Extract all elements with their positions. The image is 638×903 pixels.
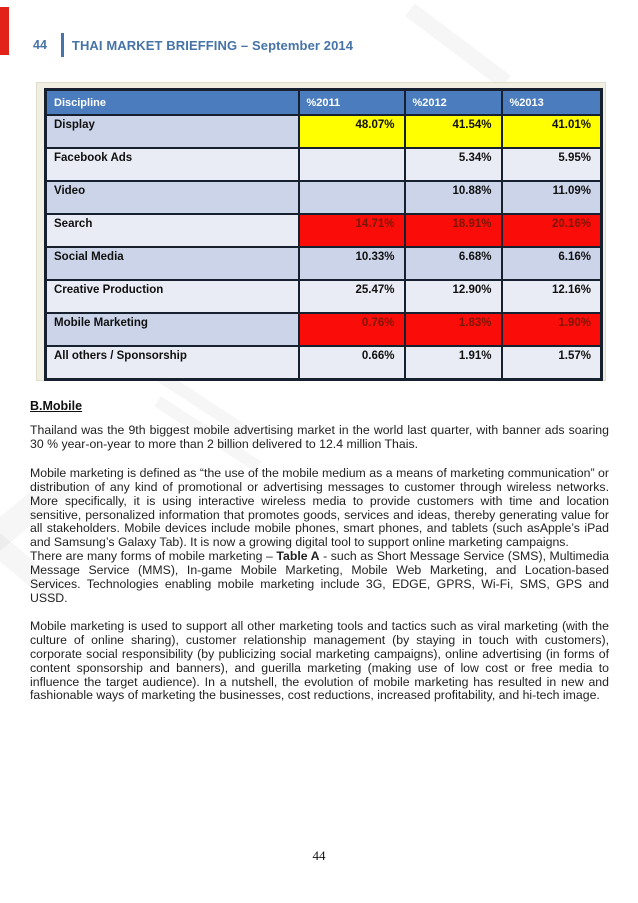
table-cell: 1.83%	[405, 313, 502, 346]
table-cell: 20.16%	[502, 214, 602, 247]
table-cell: 18.91%	[405, 214, 502, 247]
table-cell: 12.90%	[405, 280, 502, 313]
table-row-mobile-marketing	[46, 313, 602, 346]
table-cell: 12.16%	[502, 280, 602, 313]
table-row-creative-production	[46, 280, 602, 313]
paragraph-usage: Mobile marketing is used to support all other marketing tools and tactics such as viral marketing (with the culture of online sharing), customer relationship management (by staying in touch with customers), corporate social responsibility (by publicizing social marketing campaigns), online advertising (in forms of content sponsorship and banners), and guerilla marketing (making use of low cost or free media to influence the target audience). In a nutshell, the evolution of mobile marketing has resulted in new and fashionable ways of marketing the businesses, cost reductions, increased profitability, and hi-tech image.	[30, 618, 609, 703]
table-cell: 41.01%	[502, 115, 602, 148]
table-cell: 11.09%	[502, 181, 602, 214]
table-row-all-others	[46, 346, 602, 379]
column-header-discipline: Discipline	[46, 90, 299, 116]
table-header-row	[46, 90, 602, 116]
table-row-display	[46, 115, 602, 148]
column-header-2011: %2011	[299, 90, 405, 116]
header-title: THAI MARKET BRIEFFING – September 2014	[71, 37, 354, 53]
table-cell: 1.91%	[405, 346, 502, 379]
column-header-2012: %2012	[405, 90, 502, 116]
row-label: Display	[46, 115, 299, 148]
row-label: Video	[46, 181, 299, 214]
row-label: All others / Sponsorship	[46, 346, 299, 379]
market-share-table-frame	[36, 82, 606, 381]
column-header-2013: %2013	[502, 90, 602, 116]
paragraph-forms	[30, 550, 609, 606]
row-label: Mobile Marketing	[46, 313, 299, 346]
table-cell: 5.34%	[405, 148, 502, 181]
document-header	[33, 33, 353, 57]
table-cell	[299, 181, 405, 214]
table-row-video	[46, 181, 602, 214]
table-cell: 25.47%	[299, 280, 405, 313]
table-cell: 48.07%	[299, 115, 405, 148]
header-page-number: 44	[33, 38, 47, 52]
paragraph-intro: Thailand was the 9th biggest mobile advertising market in the world last quarter, with banner ads soaring 30 % year-on-year to more than 2 billion delivered to 12.4 million Thais.	[30, 423, 609, 451]
paragraph-definition: Mobile marketing is defined as “the use of the mobile medium as a means of marketing communication” or distribution of any kind of promotional or advertising messages to customer through wireless networks. More specifically, it is using interactive wireless media to provide customers with time and location sensitive, personalized information that promotes goods, services and ideas, thereby generating value for all stakeholders. Mobile devices include mobile phones, smart phones, and tablets (such asApple’s iPad and Samsung’s Galaxy Tab). It is now a growing digital tool to support online marketing campaigns.	[30, 465, 609, 550]
page-footer	[0, 848, 638, 864]
row-label: Search	[46, 214, 299, 247]
table-cell: 6.68%	[405, 247, 502, 280]
table-cell: 5.95%	[502, 148, 602, 181]
market-share-table	[44, 88, 603, 381]
paragraph-forms-text: There are many forms of mobile marketing –	[30, 549, 277, 564]
paragraph-forms-text: - such as Short Message Service (SMS), Multimedia Message Service (MMS), In-game Mobile Marketing, Mobile Web Marketing, and Location-based Services. Technologies enabling mobile marketing include 3G, EDGE, GPRS, Wi-Fi, SMS, GPS and USSD.	[30, 549, 610, 605]
row-label: Social Media	[46, 247, 299, 280]
table-cell: 1.57%	[502, 346, 602, 379]
section-heading: B.Mobile	[30, 399, 83, 413]
footer-page-number: 44	[312, 848, 326, 863]
table-cell	[299, 148, 405, 181]
table-cell: 0.66%	[299, 346, 405, 379]
header-divider	[61, 33, 64, 57]
watermark-fragment	[405, 4, 510, 89]
table-row-facebook-ads	[46, 148, 602, 181]
table-cell: 10.33%	[299, 247, 405, 280]
table-cell: 10.88%	[405, 181, 502, 214]
row-label: Facebook Ads	[46, 148, 299, 181]
table-cell: 14.71%	[299, 214, 405, 247]
table-cell: 41.54%	[405, 115, 502, 148]
table-cell: 0.76%	[299, 313, 405, 346]
table-row-search	[46, 214, 602, 247]
table-row-social-media	[46, 247, 602, 280]
bookmark-ribbon-icon	[0, 7, 9, 55]
row-label: Creative Production	[46, 280, 299, 313]
table-cell: 1.90%	[502, 313, 602, 346]
table-a-reference: Table A	[276, 549, 320, 564]
table-cell: 6.16%	[502, 247, 602, 280]
section-mobile	[30, 397, 609, 703]
